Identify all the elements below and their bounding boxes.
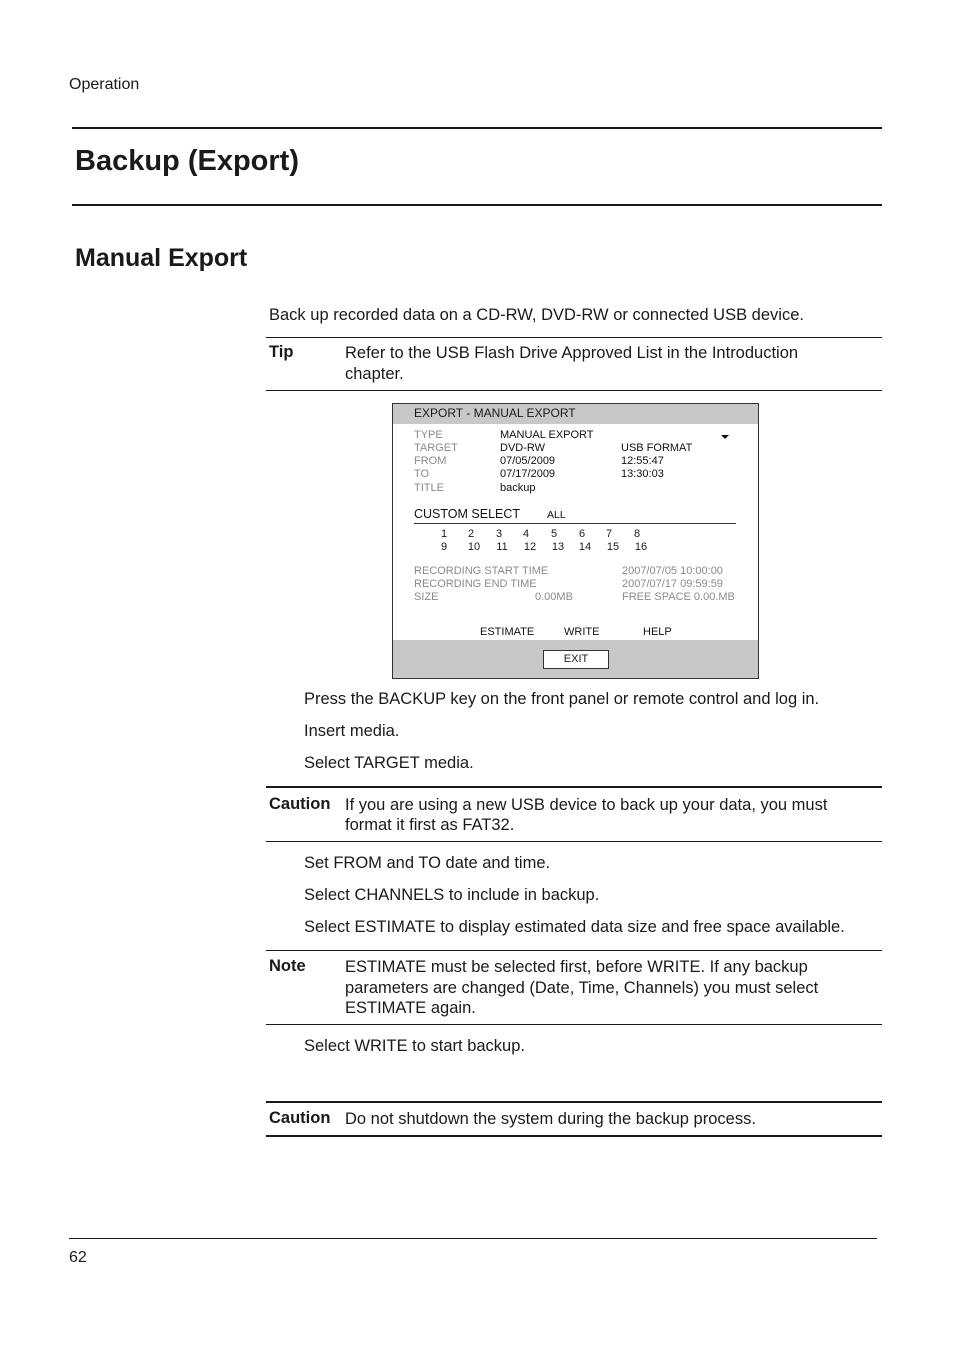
- from-date[interactable]: 07/05/2009: [500, 455, 556, 467]
- to-time[interactable]: 13:30:03: [621, 468, 664, 480]
- channel-14[interactable]: 14: [578, 541, 592, 553]
- channel-1[interactable]: 1: [440, 528, 448, 540]
- step-4: Set FROM and TO date and time.: [304, 854, 551, 872]
- channel-15[interactable]: 15: [606, 541, 620, 553]
- caution1-label: Caution: [269, 795, 331, 813]
- type-select[interactable]: MANUAL EXPORT: [500, 429, 594, 441]
- channel-5[interactable]: 5: [550, 528, 558, 540]
- running-header: Operation: [69, 76, 140, 93]
- target-value[interactable]: DVD-RW: [500, 442, 546, 454]
- step-1: Press the BACKUP key on the front panel or remote control and log in.: [304, 690, 820, 708]
- caution2-label: Caution: [269, 1109, 331, 1127]
- note-text-line2: parameters are changed (Date, Time, Channels) you must select: [345, 979, 819, 997]
- to-label: TO: [414, 468, 430, 480]
- size-value: 0.00MB: [535, 591, 573, 603]
- custom-select-label: CUSTOM SELECT: [414, 507, 521, 521]
- from-label: FROM: [414, 455, 447, 467]
- type-label: TYPE: [414, 429, 443, 441]
- tip-text-line2: chapter.: [345, 365, 404, 383]
- title-top-rule: [72, 127, 882, 129]
- channel-8[interactable]: 8: [633, 528, 641, 540]
- title-label: TITLE: [414, 482, 444, 494]
- tip-top-rule: [266, 337, 882, 338]
- channel-11[interactable]: 11: [496, 541, 508, 553]
- free-space-value: FREE SPACE 0.00.MB: [622, 591, 735, 603]
- channel-13[interactable]: 13: [551, 541, 565, 553]
- export-screen-dialog: [392, 403, 759, 679]
- channel-2[interactable]: 2: [467, 528, 475, 540]
- dialog-title-bar: [393, 404, 758, 424]
- rec-end-label: RECORDING END TIME: [414, 578, 537, 590]
- custom-select-divider: [414, 523, 736, 524]
- footer-rule: [69, 1238, 877, 1239]
- caution2-text: Do not shutdown the system during the backup process.: [345, 1110, 756, 1128]
- note-text-line1: ESTIMATE must be selected first, before WRITE. If any backup: [345, 958, 808, 976]
- title-bottom-rule: [72, 204, 882, 206]
- dialog-title: EXPORT - MANUAL EXPORT: [414, 406, 576, 420]
- exit-button[interactable]: EXIT: [543, 650, 609, 669]
- chevron-down-icon[interactable]: [721, 435, 729, 439]
- channel-7[interactable]: 7: [605, 528, 613, 540]
- caution2-top-rule: [266, 1101, 882, 1103]
- intro-text: Back up recorded data on a CD-RW, DVD-RW or connected USB device.: [269, 306, 804, 324]
- tip-text-line1: Refer to the USB Flash Drive Approved List in the Introduction: [345, 344, 799, 362]
- step-5: Select CHANNELS to include in backup.: [304, 886, 600, 904]
- rec-start-label: RECORDING START TIME: [414, 565, 549, 577]
- title-field[interactable]: backup: [500, 482, 536, 494]
- target-label: TARGET: [414, 442, 458, 454]
- tip-label: Tip: [269, 343, 294, 361]
- channel-6[interactable]: 6: [578, 528, 586, 540]
- note-text-line3: ESTIMATE again.: [345, 999, 476, 1017]
- channel-16[interactable]: 16: [634, 541, 648, 553]
- channel-9[interactable]: 9: [440, 541, 448, 553]
- step-7: Select WRITE to start backup.: [304, 1037, 525, 1055]
- channel-all-toggle[interactable]: ALL: [547, 509, 566, 521]
- page-title: Backup (Export): [75, 145, 299, 177]
- estimate-button[interactable]: ESTIMATE: [480, 626, 535, 638]
- note-top-rule: [266, 950, 882, 951]
- channel-4[interactable]: 4: [522, 528, 530, 540]
- caution2-bottom-rule: [266, 1135, 882, 1137]
- tip-bottom-rule: [266, 390, 882, 391]
- section-heading: Manual Export: [75, 244, 248, 272]
- channel-12[interactable]: 12: [523, 541, 537, 553]
- size-label: SIZE: [414, 591, 439, 603]
- usb-format-button[interactable]: USB FORMAT: [621, 442, 693, 454]
- channel-3[interactable]: 3: [495, 528, 503, 540]
- step-6: Select ESTIMATE to display estimated data size and free space available.: [304, 918, 845, 936]
- note-label: Note: [269, 957, 306, 975]
- caution1-top-rule: [266, 786, 882, 788]
- from-time[interactable]: 12:55:47: [621, 455, 664, 467]
- rec-start-value: 2007/07/05 10:00:00: [622, 565, 723, 577]
- page-number: 62: [69, 1249, 87, 1266]
- caution1-text-line1: If you are using a new USB device to back up your data, you must: [345, 796, 828, 814]
- to-date[interactable]: 07/17/2009: [500, 468, 556, 480]
- caution1-bottom-rule: [266, 841, 882, 842]
- help-button[interactable]: HELP: [643, 626, 672, 638]
- step-3: Select TARGET media.: [304, 754, 474, 772]
- step-2: Insert media.: [304, 722, 400, 740]
- caution1-text-line2: format it first as FAT32.: [345, 816, 515, 834]
- rec-end-value: 2007/07/17 09:59:59: [622, 578, 723, 590]
- note-bottom-rule: [266, 1024, 882, 1025]
- write-button[interactable]: WRITE: [564, 626, 600, 638]
- channel-10[interactable]: 10: [467, 541, 481, 553]
